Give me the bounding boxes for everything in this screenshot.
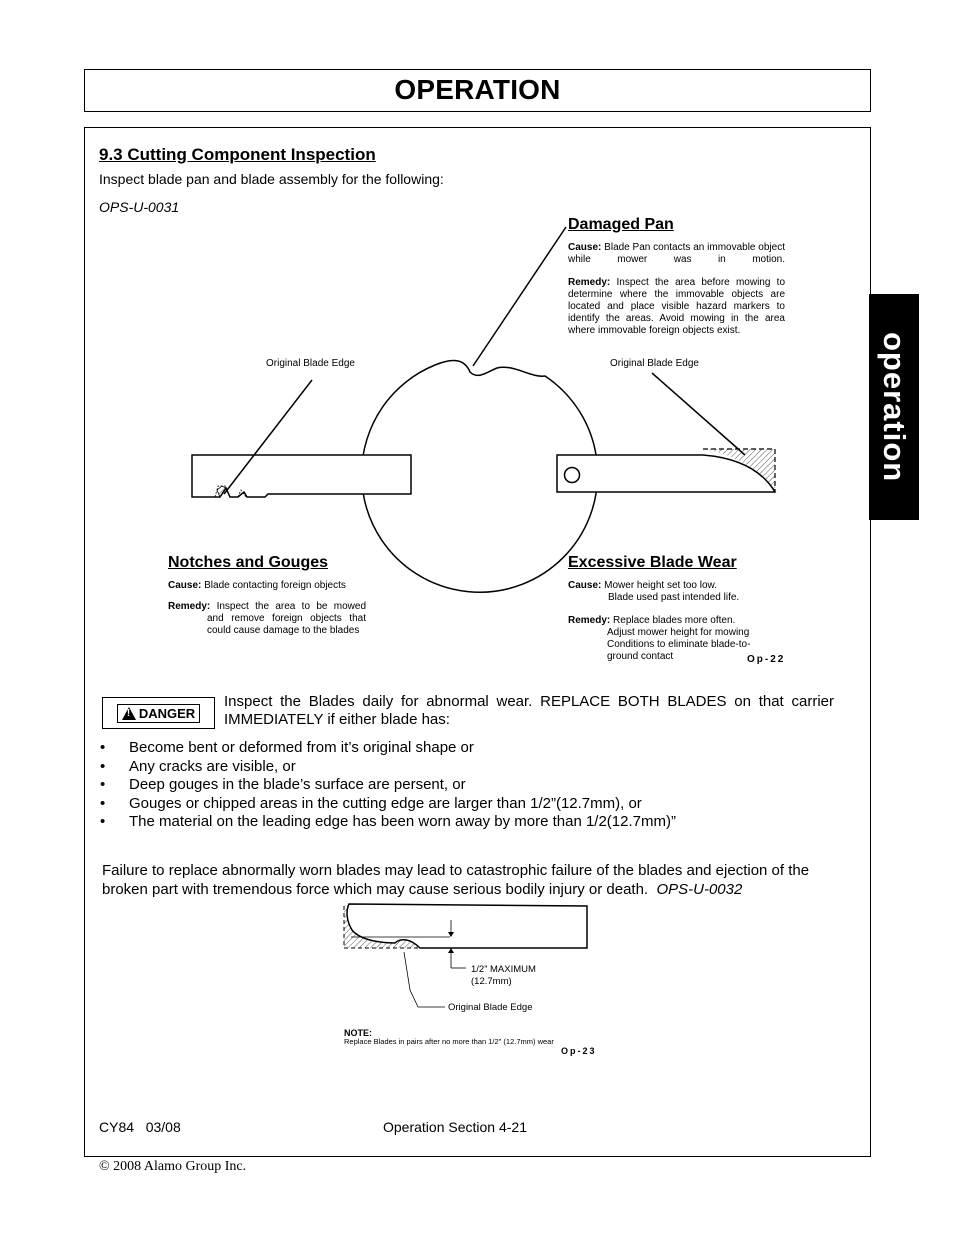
right-blade-bolt-hole <box>565 468 580 483</box>
notches-remedy-line3: could cause damage to the blades <box>207 625 360 636</box>
bullet-text: Become bent or deformed from it’s original shape or <box>129 739 474 756</box>
max-label-line1: 1/2” MAXIMUM <box>471 964 536 975</box>
damaged-pan-title: Damaged Pan <box>568 216 674 233</box>
section-code: OPS-U-0031 <box>99 199 180 215</box>
list-item <box>100 776 840 795</box>
bullet-text: The material on the leading edge has been worn away by more than 1/2(12.7mm)” <box>129 813 676 831</box>
page-title: OPERATION <box>394 74 561 105</box>
bullet-text: Any cracks are visible, or <box>129 757 296 775</box>
max-label-line2: (12.7mm) <box>471 976 512 987</box>
right-edge-leader <box>652 373 745 455</box>
section-intro: Inspect blade pan and blade assembly for the following: <box>99 171 444 187</box>
failure-paragraph <box>102 861 837 899</box>
note-text: Replace Blades in pairs after no more than 1/2" (12.7mm) wear <box>344 1037 554 1046</box>
notches-title: Notches and Gouges <box>168 554 329 571</box>
notches-remedy-line1: Inspect the area to be mowed <box>216 601 367 612</box>
wear-cause-line2: Blade used past intended life. <box>608 592 740 603</box>
wear-title: Excessive Blade Wear <box>568 554 737 571</box>
footer-section: Operation Section 4-21 <box>383 1119 527 1135</box>
left-blade <box>192 455 411 497</box>
bullet-dot: • <box>100 757 106 775</box>
damaged-pan-cause <box>568 242 785 266</box>
bullet-dot: • <box>100 739 106 756</box>
damaged-pan-remedy <box>568 277 785 337</box>
damaged-pan-leader <box>473 227 566 366</box>
wear-remedy <box>568 615 750 663</box>
notches-remedy-line2: and remove foreign objects that <box>207 613 366 624</box>
wear-remedy-line2: Adjust mower height for mowing <box>607 627 750 638</box>
notches-remedy <box>168 601 366 637</box>
wear-cause-label: Cause: <box>568 580 602 591</box>
notches-cause-text: Blade contacting foreign objects <box>204 580 346 591</box>
left-edge-label: Original Blade Edge <box>266 358 355 369</box>
danger-badge-inner <box>117 704 200 723</box>
notches-cause <box>168 580 346 592</box>
wear-remedy-line1: Replace blades more often. <box>613 615 736 626</box>
danger-badge-label: DANGER <box>138 705 196 721</box>
edge-leader-2 <box>404 952 445 1007</box>
list-item <box>100 758 840 777</box>
bullet-dot: • <box>100 776 106 794</box>
max-label <box>471 964 536 988</box>
wear-remedy-label: Remedy: <box>568 615 611 626</box>
notches-remedy-label: Remedy: <box>168 601 211 612</box>
damaged-pan-cause-text: Blade Pan contacts an immovable object while mower was in motion. <box>568 242 785 265</box>
wear-remedy-line4: ground contact <box>607 651 674 662</box>
section-title: 9.3 Cutting Component Inspection <box>99 145 376 164</box>
note-label: NOTE: <box>344 1028 372 1038</box>
figure-code-2: Op-23 <box>561 1046 597 1056</box>
bullet-text: Gouges or chipped areas in the cutting edge are larger than 1/2”(12.7mm), or <box>129 794 642 812</box>
figure-code-1: Op-22 <box>747 654 786 665</box>
failure-code: OPS-U-0032 <box>656 881 743 898</box>
bullet-list <box>100 739 840 832</box>
damaged-pan-remedy-label: Remedy: <box>568 277 611 288</box>
side-tab-label: operation <box>877 331 912 483</box>
damaged-pan-cause-label: Cause: <box>568 242 602 253</box>
bullet-dot: • <box>100 813 106 831</box>
copyright: © 2008 Alamo Group Inc. <box>99 1159 247 1174</box>
failure-text: Failure to replace abnormally worn blades may lead to catastrophic failure of the blades and ejection of the broken part with tremendous force which may cause serious bodily injury or death. <box>102 862 810 898</box>
list-item <box>100 813 840 832</box>
worn-blade <box>347 904 587 948</box>
bullet-text: Deep gouges in the blade’s surface are persent, or <box>129 776 466 794</box>
wear-cause <box>568 580 739 604</box>
wear-cause-line1: Mower height set too low. <box>604 580 717 591</box>
right-edge-label: Original Blade Edge <box>610 358 699 369</box>
original-edge-label-2: Original Blade Edge <box>448 1002 533 1013</box>
danger-text: Inspect the Blades daily for abnormal wear. REPLACE BOTH BLADES on that carrier IMMEDIATELY if either blade has: <box>224 693 834 728</box>
list-item <box>100 739 840 758</box>
list-item <box>100 795 840 814</box>
bullet-dot: • <box>100 794 106 812</box>
wear-remedy-line3: Conditions to eliminate blade-to- <box>607 639 751 650</box>
notches-cause-label: Cause: <box>168 580 202 591</box>
danger-badge <box>102 697 215 729</box>
damaged-pan-remedy-text: Inspect the area before mowing to determine where the immovable objects are located and place visible hazard markers to identify the areas. Avoid mowing in the area where immovable foreign objects exist. <box>568 277 786 336</box>
footer-model-date: CY84 03/08 <box>99 1119 181 1135</box>
warning-triangle-icon <box>122 707 136 720</box>
